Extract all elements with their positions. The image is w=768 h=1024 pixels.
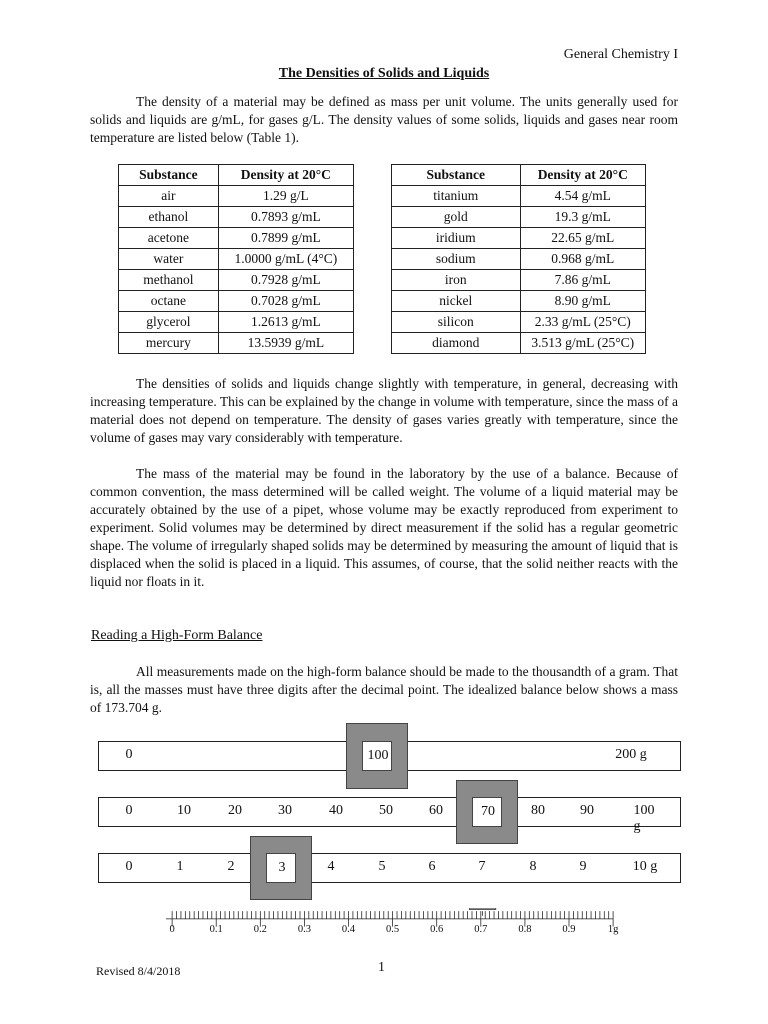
beam-tick-label: 4 bbox=[327, 859, 335, 874]
ruler-tick-label: 0.3 bbox=[297, 924, 311, 936]
column-header: Density at 20°C bbox=[218, 165, 353, 186]
substance-cell: gold bbox=[392, 207, 521, 228]
substance-cell: air bbox=[119, 186, 219, 207]
substance-cell: methanol bbox=[119, 270, 219, 291]
table-header-row bbox=[392, 165, 646, 186]
density-cell: 0.7899 g/mL bbox=[218, 228, 353, 249]
density-cell: 3.513 g/mL (25°C) bbox=[520, 333, 645, 354]
ruler-tick-label: 0.6 bbox=[430, 924, 444, 936]
ruler-tick-label: 0.4 bbox=[341, 924, 356, 936]
rider-hundreds[interactable] bbox=[346, 723, 408, 789]
beam-tick-label: 0 bbox=[125, 803, 133, 818]
revision-date: Revised 8/4/2018 bbox=[96, 964, 181, 978]
ruler-tick-label: 0 bbox=[169, 924, 175, 936]
substance-cell: iron bbox=[392, 270, 521, 291]
ruler-tick-label: 0.5 bbox=[386, 924, 400, 936]
density-cell: 1.0000 g/mL (4°C) bbox=[218, 249, 353, 270]
table-header-row bbox=[119, 165, 354, 186]
table-row bbox=[119, 207, 354, 228]
density-cell: 2.33 g/mL (25°C) bbox=[520, 312, 645, 333]
substance-cell: glycerol bbox=[119, 312, 219, 333]
beam-tick-label: 50 bbox=[379, 803, 393, 818]
intro-paragraph: The density of a material may be defined as mass per unit volume. The units generally used for solids and liquids are g/mL, for gases g/L. The density values of some solids, liquids and gases near room temperature are listed below (Table 1). bbox=[90, 94, 678, 145]
substance-cell: iridium bbox=[392, 228, 521, 249]
ruler-tick-label: 0.8 bbox=[518, 924, 532, 936]
density-cell: 8.90 g/mL bbox=[520, 291, 645, 312]
table-row bbox=[392, 270, 646, 291]
beam-tick-label: 1 bbox=[176, 859, 184, 874]
beam-tick-label: 80 bbox=[531, 803, 545, 818]
beam-tick-label: 30 bbox=[278, 803, 292, 818]
table-row bbox=[119, 249, 354, 270]
beam-tick-label: 20 bbox=[228, 803, 242, 818]
substance-cell: ethanol bbox=[119, 207, 219, 228]
density-cell: 0.7928 g/mL bbox=[218, 270, 353, 291]
section-heading: Reading a High-Form Balance bbox=[91, 628, 263, 643]
temperature-paragraph: The densities of solids and liquids change slightly with temperature, in general, decreasing with increasing temperature. This can be explained by the change in volume with temperature, since the mass of a material does not depend on temperature. The density of gases varies greatly with temperature, since the volume of gases may vary considerably with temperature. bbox=[90, 376, 678, 445]
beam-tick-label: 200 g bbox=[615, 747, 647, 762]
rider-label: 100 bbox=[367, 748, 389, 763]
mass-paragraph: The mass of the material may be found in the laboratory by the use of a balance. Because of common convention, the mass determined will be called weight. The volume of a liquid material may be accurately obtained by the use of a pipet, whose volume may be exactly reproduced from experiment to experiment. Solid volumes may be determined by direct measurement if the solid has a regular geometric shape. The volume of irregularly shaped solids may be determined by measuring the amount of liquid that is displaced when the solid is placed in a liquid. This assumes, of course, that the solid neither reacts with the liquid nor floats in it. bbox=[90, 466, 678, 589]
course-header: General Chemistry I bbox=[563, 47, 678, 62]
substance-cell: mercury bbox=[119, 333, 219, 354]
beam-tick-label: 40 bbox=[329, 803, 343, 818]
beam-tick-label: 60 bbox=[429, 803, 443, 818]
table-row bbox=[392, 312, 646, 333]
density-cell: 13.5939 g/mL bbox=[218, 333, 353, 354]
beam-tick-label: 0 bbox=[125, 747, 133, 762]
density-cell: 0.968 g/mL bbox=[520, 249, 645, 270]
table-row bbox=[119, 312, 354, 333]
density-table-left bbox=[118, 164, 354, 354]
table-row bbox=[119, 186, 354, 207]
column-header: Substance bbox=[392, 165, 521, 186]
rider-ones[interactable] bbox=[250, 836, 312, 900]
density-cell: 4.54 g/mL bbox=[520, 186, 645, 207]
table-row bbox=[392, 228, 646, 249]
rider-label: 70 bbox=[481, 804, 495, 819]
page-title: The Densities of Solids and Liquids bbox=[278, 66, 490, 81]
table-row bbox=[119, 228, 354, 249]
page-number: 1 bbox=[378, 960, 385, 975]
beam-tick-label: 8 bbox=[529, 859, 537, 874]
density-cell: 0.7893 g/mL bbox=[218, 207, 353, 228]
density-cell: 22.65 g/mL bbox=[520, 228, 645, 249]
beam-tick-label: 90 bbox=[580, 803, 594, 818]
ruler-tick-label: 0.7 bbox=[474, 924, 488, 936]
ruler-tick-label: 0.9 bbox=[562, 924, 576, 936]
substance-cell: acetone bbox=[119, 228, 219, 249]
substance-cell: sodium bbox=[392, 249, 521, 270]
substance-cell: silicon bbox=[392, 312, 521, 333]
column-header: Substance bbox=[119, 165, 219, 186]
beam-tens bbox=[98, 797, 681, 834]
substance-cell: octane bbox=[119, 291, 219, 312]
beam-ones bbox=[98, 853, 681, 883]
density-cell: 19.3 g/mL bbox=[520, 207, 645, 228]
beam-tick-label: 100 g bbox=[633, 803, 655, 834]
beam-tick-label: 10 g bbox=[632, 859, 658, 874]
beam-tick-label: 10 bbox=[177, 803, 191, 818]
beam-tick-label: 7 bbox=[478, 859, 486, 874]
density-cell: 1.29 g/L bbox=[218, 186, 353, 207]
column-header: Density at 20°C bbox=[520, 165, 645, 186]
substance-cell: water bbox=[119, 249, 219, 270]
table-row bbox=[392, 249, 646, 270]
density-cell: 7.86 g/mL bbox=[520, 270, 645, 291]
beam-tick-label: 0 bbox=[125, 859, 133, 874]
ruler-tick-label: 1g bbox=[607, 924, 619, 936]
ruler-tick-label: 0.2 bbox=[253, 924, 267, 936]
beam-tick-label: 2 bbox=[227, 859, 235, 874]
beam-tick-label: 5 bbox=[378, 859, 386, 874]
substance-cell: diamond bbox=[392, 333, 521, 354]
beam-tick-label: 9 bbox=[579, 859, 587, 874]
density-cell: 1.2613 g/mL bbox=[218, 312, 353, 333]
density-cell: 0.7028 g/mL bbox=[218, 291, 353, 312]
table-row bbox=[119, 333, 354, 354]
table-row bbox=[119, 291, 354, 312]
rider-fine[interactable] bbox=[469, 908, 495, 910]
rider-tens[interactable] bbox=[456, 780, 518, 844]
table-row bbox=[119, 270, 354, 291]
substance-cell: nickel bbox=[392, 291, 521, 312]
balance-paragraph: All measurements made on the high-form balance should be made to the thousandth of a gram. That is, all the masses must have three digits after the decimal point. The idealized balance below shows a mass of 173.704 g. bbox=[90, 664, 678, 715]
beam-tick-label: 6 bbox=[428, 859, 436, 874]
fine-scale-ruler bbox=[98, 908, 681, 936]
substance-cell: titanium bbox=[392, 186, 521, 207]
ruler-tick-label: 0.1 bbox=[209, 924, 223, 936]
table-row bbox=[392, 207, 646, 228]
table-row bbox=[392, 333, 646, 354]
table-row bbox=[392, 186, 646, 207]
density-table-right bbox=[391, 164, 646, 354]
ruler-labels bbox=[169, 924, 619, 935]
rider-label: 3 bbox=[278, 860, 286, 875]
table-row bbox=[392, 291, 646, 312]
